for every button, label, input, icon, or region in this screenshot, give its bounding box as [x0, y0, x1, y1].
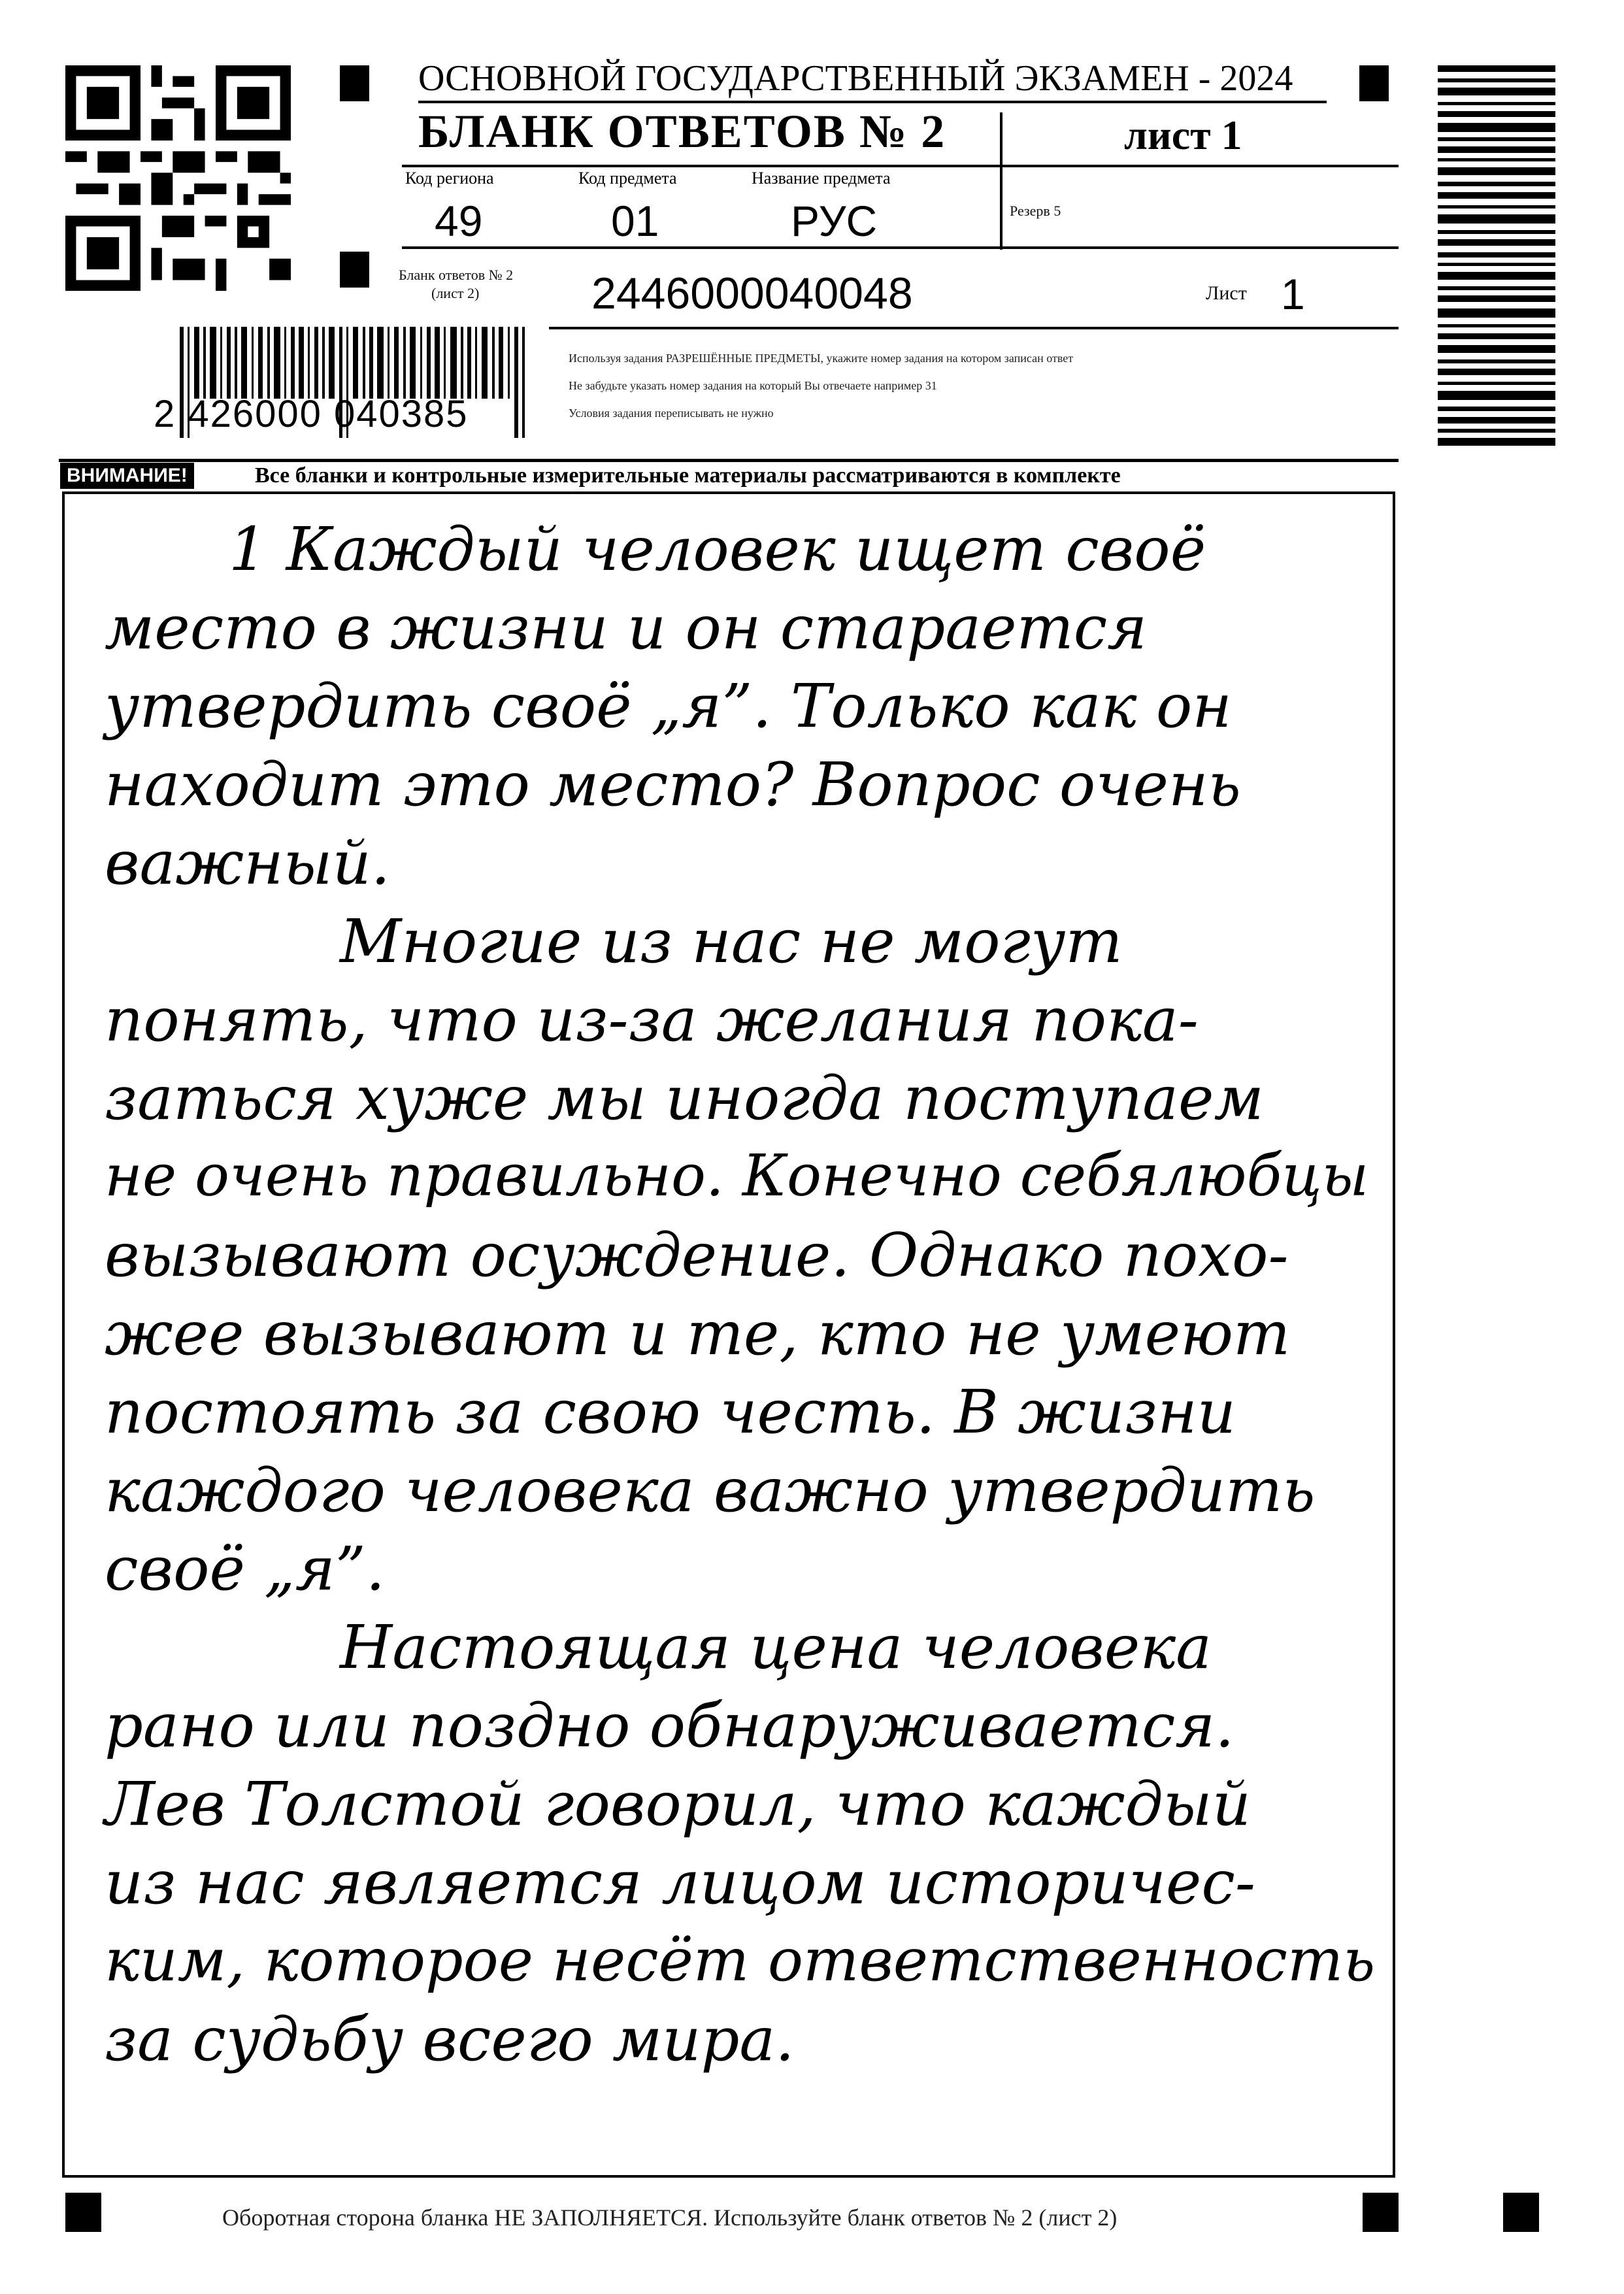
- answer-line: не очень правильно. Конечно себялюбцы: [105, 1142, 1369, 1209]
- note-line: Не забудьте указать номер задания на который Вы отвечаете например 31: [569, 379, 937, 392]
- alignment-marker: [1363, 2193, 1399, 2232]
- qr-code-icon: [65, 65, 291, 291]
- attention-divider: [59, 459, 1399, 462]
- sheet2-number: 2446000040048: [591, 269, 913, 318]
- sheet2-label-sub: (лист 2): [431, 285, 480, 301]
- note-line: Условия задания переписывать не нужно: [569, 407, 774, 420]
- header-divider: [549, 327, 1399, 329]
- attention-text: Все бланки и контрольные измерительные материалы рассматриваются в комплекте: [255, 463, 1121, 488]
- answer-line: понять, что из-за желания пока-: [105, 985, 1199, 1055]
- answer-line: своё „я”.: [105, 1534, 386, 1604]
- form-title: БЛАНК ОТВЕТОВ № 2: [418, 105, 946, 158]
- answer-line: жее вызывают и те, кто не умеют: [105, 1299, 1291, 1369]
- alignment-marker: [340, 252, 369, 288]
- footer-note: Оборотная сторона бланка НЕ ЗАПОЛНЯЕТСЯ. Используйте бланк ответов № 2 (лист 2): [222, 2204, 1118, 2231]
- answer-line: заться хуже мы иногда поступаем: [105, 1063, 1264, 1133]
- note-line: Используя задания РАЗРЕШЁННЫЕ ПРЕДМЕТЫ, укажите номер задания на котором записан ответ: [569, 352, 1074, 365]
- answer-line: ким, которое несёт ответственность: [105, 1926, 1376, 1995]
- sheet-small-value: 1: [1281, 270, 1305, 318]
- barcode-vertical-icon: [1438, 65, 1555, 448]
- answer-line: Многие из нас не могут: [340, 906, 1123, 976]
- answer-line: за судьбу всего мира.: [105, 2004, 795, 2074]
- subject-code-label: Код предмета: [578, 169, 677, 188]
- alignment-marker: [340, 65, 369, 101]
- answer-line: Настоящая цена человека: [340, 1612, 1212, 1682]
- exam-title: ОСНОВНОЙ ГОСУДАРСТВЕННЫЙ ЭКЗАМЕН - 2024: [418, 58, 1327, 103]
- answer-line: каждого человека важно утвердить: [105, 1455, 1316, 1525]
- alignment-marker: [1503, 2193, 1539, 2232]
- header-divider: [1000, 112, 1003, 250]
- answer-line: находит это место? Вопрос очень: [105, 750, 1241, 820]
- sheet2-label: Бланк ответов № 2: [399, 267, 514, 283]
- region-value: 49: [435, 197, 483, 245]
- reserve-label: Резерв 5: [1010, 203, 1061, 219]
- answer-line: 1 Каждый человек ищет своё: [229, 514, 1206, 584]
- alignment-marker: [1359, 65, 1389, 101]
- answer-line: постоять за свою честь. В жизни: [105, 1377, 1236, 1447]
- subject-code-value: 01: [611, 197, 659, 245]
- barcode-digits: 2 426000 040385: [154, 393, 469, 435]
- answer-line: из нас является лицом историчес-: [105, 1848, 1255, 1918]
- region-label: Код региона: [405, 169, 494, 188]
- answer-line: место в жизни и он старается: [105, 593, 1148, 663]
- header-divider: [402, 165, 1399, 167]
- subject-name-value: РУС: [791, 197, 878, 245]
- sheet-small-label: Лист: [1206, 282, 1247, 304]
- subject-name-label: Название предмета: [752, 169, 891, 188]
- attention-badge: ВНИМАНИЕ!: [60, 463, 194, 489]
- answer-line: важный.: [105, 828, 390, 898]
- answer-line: вызывают осуждение. Однако похо-: [105, 1220, 1289, 1290]
- answer-line: рано или поздно обнаруживается.: [105, 1691, 1235, 1761]
- answer-line: утвердить своё „я”. Только как он: [105, 671, 1232, 741]
- answer-line: Лев Толстой говорил, что каждый: [105, 1769, 1251, 1839]
- alignment-marker: [65, 2193, 101, 2232]
- sheet-label: лист 1: [1124, 112, 1242, 158]
